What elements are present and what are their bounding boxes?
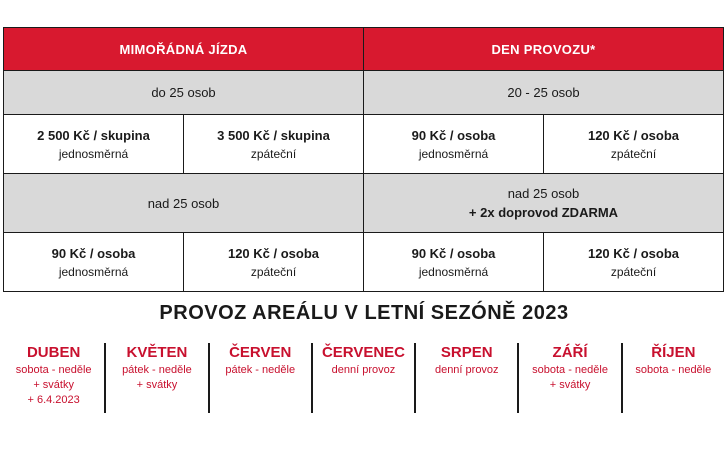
month-column-cerven: [210, 343, 313, 413]
price-value: 90 Kč / osoba: [51, 245, 136, 261]
month-schedule: denní provoz: [434, 364, 499, 376]
price-value: 90 Kč / osoba: [411, 245, 496, 261]
price-row: [4, 115, 724, 174]
price-cell: [544, 115, 724, 174]
price-cell: [184, 233, 364, 292]
price-cell: [184, 115, 364, 174]
price-direction: jednosměrná: [418, 264, 489, 279]
header-special-ride: MIMOŘÁDNÁ JÍZDA: [4, 28, 364, 71]
price-value: 120 Kč / osoba: [587, 127, 680, 143]
price-cell: [364, 233, 544, 292]
price-direction: jednosměrná: [58, 264, 129, 279]
group-size-special: do 25 osob: [4, 71, 364, 115]
month-name: KVĚTEN: [126, 344, 188, 361]
price-value: 3 500 Kč / skupina: [217, 127, 330, 143]
month-column-cervenec: [313, 343, 416, 413]
price-value: 120 Kč / osoba: [587, 245, 680, 261]
month-column-srpen: [416, 343, 519, 413]
month-column-duben: [3, 343, 106, 413]
pricing-header-row: [4, 28, 724, 71]
group-size-operating: [364, 174, 724, 233]
month-schedule: + svátky: [33, 379, 74, 391]
month-name: DUBEN: [26, 344, 81, 361]
group-size-special: nad 25 osob: [4, 174, 364, 233]
price-direction: zpáteční: [610, 264, 657, 279]
month-name: SRPEN: [440, 344, 493, 361]
month-schedule: sobota - neděle: [532, 364, 608, 376]
month-column-zari: [519, 343, 622, 413]
price-direction: zpáteční: [610, 146, 657, 161]
month-name: ZÁŘÍ: [552, 344, 588, 361]
month-schedule: sobota - neděle: [15, 364, 92, 376]
price-cell: [4, 233, 184, 292]
month-schedule: pátek - neděle: [225, 364, 296, 376]
price-cell: [4, 115, 184, 174]
month-schedule: denní provoz: [331, 364, 396, 376]
month-schedule: + svátky: [136, 379, 178, 391]
price-cell: [544, 233, 724, 292]
price-direction: jednosměrná: [58, 146, 129, 161]
price-direction: jednosměrná: [418, 146, 489, 161]
header-operating-day: DEN PROVOZU*: [364, 28, 724, 71]
group-size-operating: 20 - 25 osob: [364, 71, 724, 115]
month-schedule: + 6.4.2023: [27, 394, 80, 406]
group-size-line: nad 25 osob: [507, 186, 580, 201]
price-row: [4, 233, 724, 292]
escort-free-note: + 2x doprovod ZDARMA: [468, 205, 619, 220]
price-value: 120 Kč / osoba: [227, 245, 320, 261]
month-name: ŘÍJEN: [651, 344, 696, 361]
group-size-row: [4, 71, 724, 115]
season-title: PROVOZ AREÁLU V LETNÍ SEZÓNĚ 2023: [159, 302, 569, 324]
pricing-table: [3, 27, 724, 292]
month-schedule: pátek - neděle: [122, 364, 192, 376]
price-cell: [364, 115, 544, 174]
month-schedule: sobota - neděle: [635, 364, 712, 376]
group-size-row: [4, 174, 724, 233]
price-direction: zpáteční: [250, 146, 297, 161]
month-name: ČERVEN: [229, 344, 292, 361]
season-months: [3, 343, 724, 413]
price-value: 2 500 Kč / skupina: [37, 127, 150, 143]
month-column-rijen: [623, 343, 724, 413]
price-value: 90 Kč / osoba: [411, 127, 496, 143]
month-name: ČERVENEC: [321, 344, 406, 361]
month-schedule: + svátky: [549, 379, 591, 391]
month-column-kveten: [106, 343, 209, 413]
price-direction: zpáteční: [250, 264, 297, 279]
